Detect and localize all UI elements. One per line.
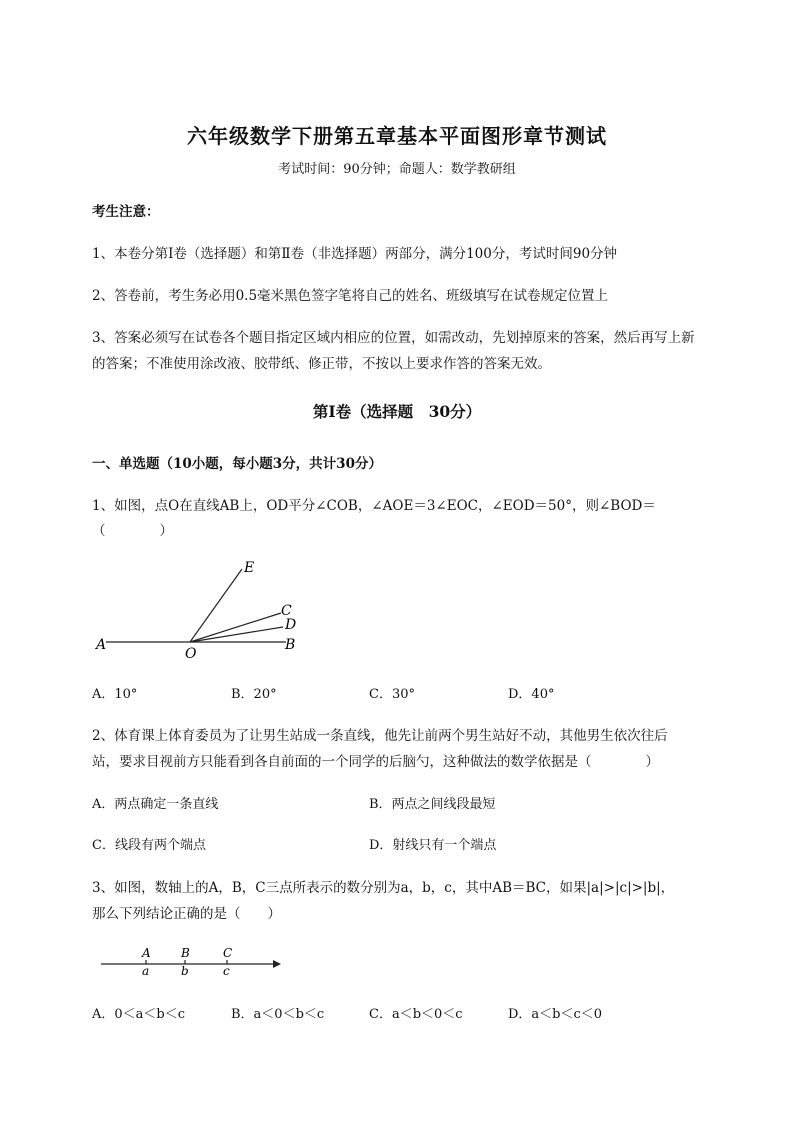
ray-oc (190, 613, 281, 642)
q2-option-a[interactable]: A．两点确定一条直线 (92, 797, 219, 812)
notice-item-1: 1、本卷分第I卷（选择题）和第Ⅱ卷（非选择题）两部分，满分100分，考试时间90分钟 (92, 246, 618, 262)
label-o: O (185, 646, 197, 662)
point-c-label: C (223, 946, 233, 960)
q2-stem-line-1: 2、体育课上体育委员为了让男生站成一条直线，他先让前两个男生站好不动，其他男生依次往后 (92, 728, 668, 744)
label-e: E (244, 560, 255, 576)
q1-option-a[interactable]: A．10° (92, 687, 138, 702)
q1-option-b[interactable]: B．20° (231, 687, 277, 702)
notice-heading: 考生注意： (92, 204, 160, 220)
notice-item-3: 3、答案必须写在试卷各个题目指定区域内相应的位置，如需改动，先划掉原来的答案，然后再写上新 (92, 330, 695, 346)
q2-option-c[interactable]: C．线段有两个端点 (92, 838, 206, 853)
exam-info: 考试时间：90分钟；命题人：数学教研组 (278, 162, 516, 177)
q2-stem-line-2: 站，要求目视前方只能看到各自前面的一个同学的后脑勺，这种做法的数学依据是（ ） (92, 754, 659, 770)
part-heading: 一、单选题（10小题，每小题3分，共计30分） (92, 456, 382, 472)
label-b: B (285, 637, 296, 653)
q3-stem-line-1: 3、如图，数轴上的A，B，C三点所表示的数分别为a，b，c，其中AB＝BC，如果|a|>|c|>|b|， (92, 880, 675, 896)
q2-option-b[interactable]: B．两点之间线段最短 (369, 797, 496, 812)
value-a-label: a (142, 964, 150, 978)
point-a-label: A (142, 946, 151, 960)
label-c: C (281, 603, 292, 619)
notice-item-3-cont: 的答案；不准使用涂改液、胶带纸、修正带，不按以上要求作答的答案无效。 (92, 356, 551, 372)
point-b-label: B (181, 946, 190, 960)
q1-angle-figure (90, 555, 310, 665)
ray-oe (190, 569, 242, 642)
q3-option-d[interactable]: D．a＜b＜c＜0 (508, 1007, 603, 1022)
label-a: A (96, 637, 107, 653)
q1-option-d[interactable]: D．40° (508, 687, 555, 702)
q1-stem-line-2: （ ） (92, 523, 173, 539)
q3-option-c[interactable]: C．a＜b＜0＜c (369, 1007, 463, 1022)
q3-stem-line-2: 那么下列结论正确的是（ ） (92, 906, 281, 922)
label-d: D (285, 617, 297, 633)
q1-stem-line-1: 1、如图，点O在直线AB上，OD平分∠COB，∠AOE＝3∠EOC，∠EOD＝50°，则∠BOD＝ (92, 498, 656, 514)
arrow-head-icon (273, 960, 281, 968)
q3-option-a[interactable]: A．0＜a＜b＜c (92, 1007, 186, 1022)
q1-option-c[interactable]: C．30° (369, 687, 415, 702)
value-b-label: b (181, 964, 189, 978)
value-c-label: c (223, 964, 230, 978)
page-title: 六年级数学下册第五章基本平面图形章节测试 (187, 124, 607, 148)
ray-od (190, 627, 283, 642)
q3-option-b[interactable]: B．a＜0＜b＜c (231, 1007, 325, 1022)
q2-option-d[interactable]: D．射线只有一个端点 (369, 838, 497, 853)
notice-item-2: 2、答卷前，考生务必用0.5毫米黑色签字笔将自己的姓名、班级填写在试卷规定位置上 (92, 288, 609, 304)
section-title: 第I卷（选择题 30分） (312, 402, 482, 421)
q3-number-line-figure (95, 940, 295, 980)
